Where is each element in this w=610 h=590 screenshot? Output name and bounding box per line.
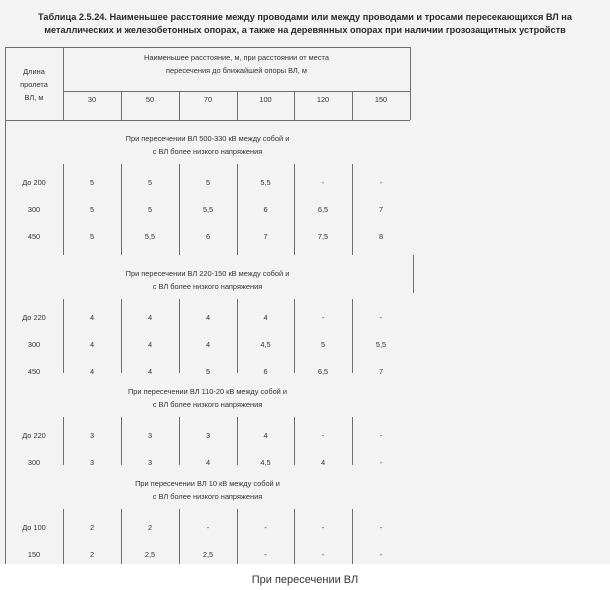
distance-value-cell: 4 bbox=[89, 313, 95, 322]
distance-column-header: 100 bbox=[259, 95, 272, 104]
distance-value-cell: 7 bbox=[378, 205, 384, 214]
span-length-cell: До 100 bbox=[22, 523, 46, 532]
distance-value-cell: - bbox=[264, 550, 267, 559]
table-title-line-2: металлических и железобетонных опорах, а также на деревянных опорах при наличии грозозащитных устройств bbox=[44, 25, 566, 35]
section-heading-line: с ВЛ более низкого напряжения bbox=[152, 492, 263, 501]
distance-value-cell: 7,5 bbox=[317, 232, 329, 241]
distance-column-header: 120 bbox=[316, 95, 330, 104]
distance-value-cell: - bbox=[379, 178, 383, 187]
distance-value-cell: 2,5 bbox=[202, 550, 214, 559]
table-title-line-1: Таблица 2.5.24. Наименьшее расстояние между проводами или между проводами и тросами пересекающихся ВЛ на bbox=[38, 12, 572, 22]
distance-value-cell: 5,5 bbox=[260, 178, 271, 187]
section-side-rule bbox=[413, 255, 414, 293]
distance-value-cell: 6,5 bbox=[317, 367, 329, 376]
distance-value-cell: 4 bbox=[263, 313, 268, 322]
table-right-rule bbox=[410, 47, 411, 120]
distance-value-cell: 5 bbox=[205, 367, 211, 376]
section-heading-line: При пересечении ВЛ 500-330 кВ между собой и bbox=[125, 134, 290, 143]
distance-value-cell: 8 bbox=[378, 232, 384, 241]
distance-value-cell: - bbox=[321, 431, 325, 440]
span-length-cell: До 220 bbox=[22, 431, 46, 440]
span-header-line: пролета bbox=[20, 80, 48, 89]
span-header-line: ВЛ, м bbox=[24, 93, 44, 102]
distance-value-cell: 4 bbox=[205, 340, 211, 349]
distance-value-cell: 5 bbox=[89, 205, 95, 214]
distance-value-cell: 6 bbox=[263, 205, 268, 214]
distance-value-cell: 6 bbox=[205, 232, 211, 241]
section-heading-line: При пересечении ВЛ 220-150 кВ между собой и bbox=[125, 269, 290, 278]
distance-value-cell: - bbox=[321, 523, 325, 532]
distance-value-cell: - bbox=[206, 523, 210, 532]
section-heading-line: При пересечении ВЛ 10 кВ между собой и bbox=[135, 479, 280, 488]
span-length-cell: 150 bbox=[27, 550, 41, 559]
distance-column-header: 50 bbox=[145, 95, 155, 104]
table-top-rule bbox=[5, 47, 410, 48]
distance-value-cell: 2 bbox=[89, 550, 95, 559]
distance-value-cell: 5 bbox=[89, 178, 95, 187]
span-length-cell: 300 bbox=[27, 458, 41, 467]
table-left-rule bbox=[5, 47, 6, 564]
span-length-cell: 450 bbox=[27, 232, 41, 241]
distance-value-cell: 5 bbox=[147, 178, 153, 187]
distance-value-cell: 5,5 bbox=[144, 232, 156, 241]
distance-value-cell: - bbox=[264, 523, 267, 532]
distance-value-cell: 4 bbox=[147, 340, 153, 349]
span-length-cell: До 200 bbox=[22, 178, 46, 187]
distance-value-cell: 4,5 bbox=[260, 340, 271, 349]
distance-value-cell: 5 bbox=[147, 205, 153, 214]
span-length-cell: 450 bbox=[27, 367, 41, 376]
distance-value-cell: 4 bbox=[263, 431, 268, 440]
distance-value-cell: 4,5 bbox=[260, 458, 271, 467]
distance-value-cell: 4 bbox=[89, 367, 95, 376]
distance-value-cell: 4 bbox=[205, 458, 211, 467]
distance-value-cell: 4 bbox=[89, 340, 95, 349]
distance-value-cell: - bbox=[379, 523, 383, 532]
table-title bbox=[10, 11, 600, 37]
distance-value-cell: 7 bbox=[263, 232, 268, 241]
distance-value-cell: 7 bbox=[378, 367, 384, 376]
image-caption: При пересечении ВЛ bbox=[251, 574, 359, 586]
section-heading-line: с ВЛ более низкого напряжения bbox=[152, 400, 263, 409]
distance-value-cell: 4 bbox=[320, 458, 326, 467]
distance-value-cell: - bbox=[321, 178, 325, 187]
data-column-rule bbox=[179, 299, 180, 373]
data-column-rule bbox=[121, 299, 122, 373]
distance-header-line: пересечения до ближайшей опоры ВЛ, м bbox=[166, 66, 307, 75]
data-column-rule bbox=[237, 299, 238, 373]
section-heading-line: с ВЛ более низкого напряжения bbox=[152, 282, 263, 291]
distance-value-cell: 5,5 bbox=[375, 340, 387, 349]
distance-value-cell: - bbox=[379, 431, 383, 440]
distance-value-cell: 2 bbox=[89, 523, 95, 532]
distance-header-line: Наименьшее расстояние, м, при расстоянии от места bbox=[144, 53, 329, 62]
data-column-rule bbox=[63, 299, 64, 373]
distance-value-cell: 2,5 bbox=[144, 550, 156, 559]
distance-value-cell: 5 bbox=[320, 340, 326, 349]
distance-value-cell: 4 bbox=[147, 367, 153, 376]
distance-value-cell: 3 bbox=[89, 431, 95, 440]
distance-value-cell: 5,5 bbox=[202, 205, 214, 214]
distance-value-cell: - bbox=[321, 550, 325, 559]
distance-column-header: 150 bbox=[374, 95, 388, 104]
span-header-line: Длина bbox=[23, 67, 45, 76]
distance-column-header: 70 bbox=[203, 95, 213, 104]
section-heading-line: с ВЛ более низкого напряжения bbox=[152, 147, 263, 156]
span-length-cell: 300 bbox=[27, 205, 41, 214]
span-length-cell: До 220 bbox=[22, 313, 46, 322]
distance-value-cell: 6,5 bbox=[317, 205, 329, 214]
distance-value-cell: 2 bbox=[147, 523, 153, 532]
distance-value-cell: 5 bbox=[205, 178, 211, 187]
distance-value-cell: 3 bbox=[205, 431, 211, 440]
distance-value-cell: 4 bbox=[205, 313, 211, 322]
distance-value-cell: - bbox=[321, 313, 325, 322]
distance-value-cell: 5 bbox=[89, 232, 95, 241]
distance-column-header: 30 bbox=[87, 95, 97, 104]
section-heading-line: При пересечении ВЛ 110-20 кВ между собой и bbox=[128, 387, 287, 396]
distance-value-cell: 3 bbox=[147, 431, 153, 440]
distance-value-cell: 6 bbox=[263, 367, 268, 376]
distance-value-cell: - bbox=[379, 550, 383, 559]
distance-value-cell: 3 bbox=[147, 458, 153, 467]
data-column-rule bbox=[352, 299, 353, 373]
span-length-cell: 300 bbox=[27, 340, 41, 349]
distance-value-cell: - bbox=[379, 313, 383, 322]
data-column-rule bbox=[294, 299, 295, 373]
distance-value-cell: 3 bbox=[89, 458, 95, 467]
distance-value-cell: - bbox=[379, 458, 383, 467]
header-bottom-rule bbox=[5, 120, 410, 121]
distance-value-cell: 4 bbox=[147, 313, 153, 322]
